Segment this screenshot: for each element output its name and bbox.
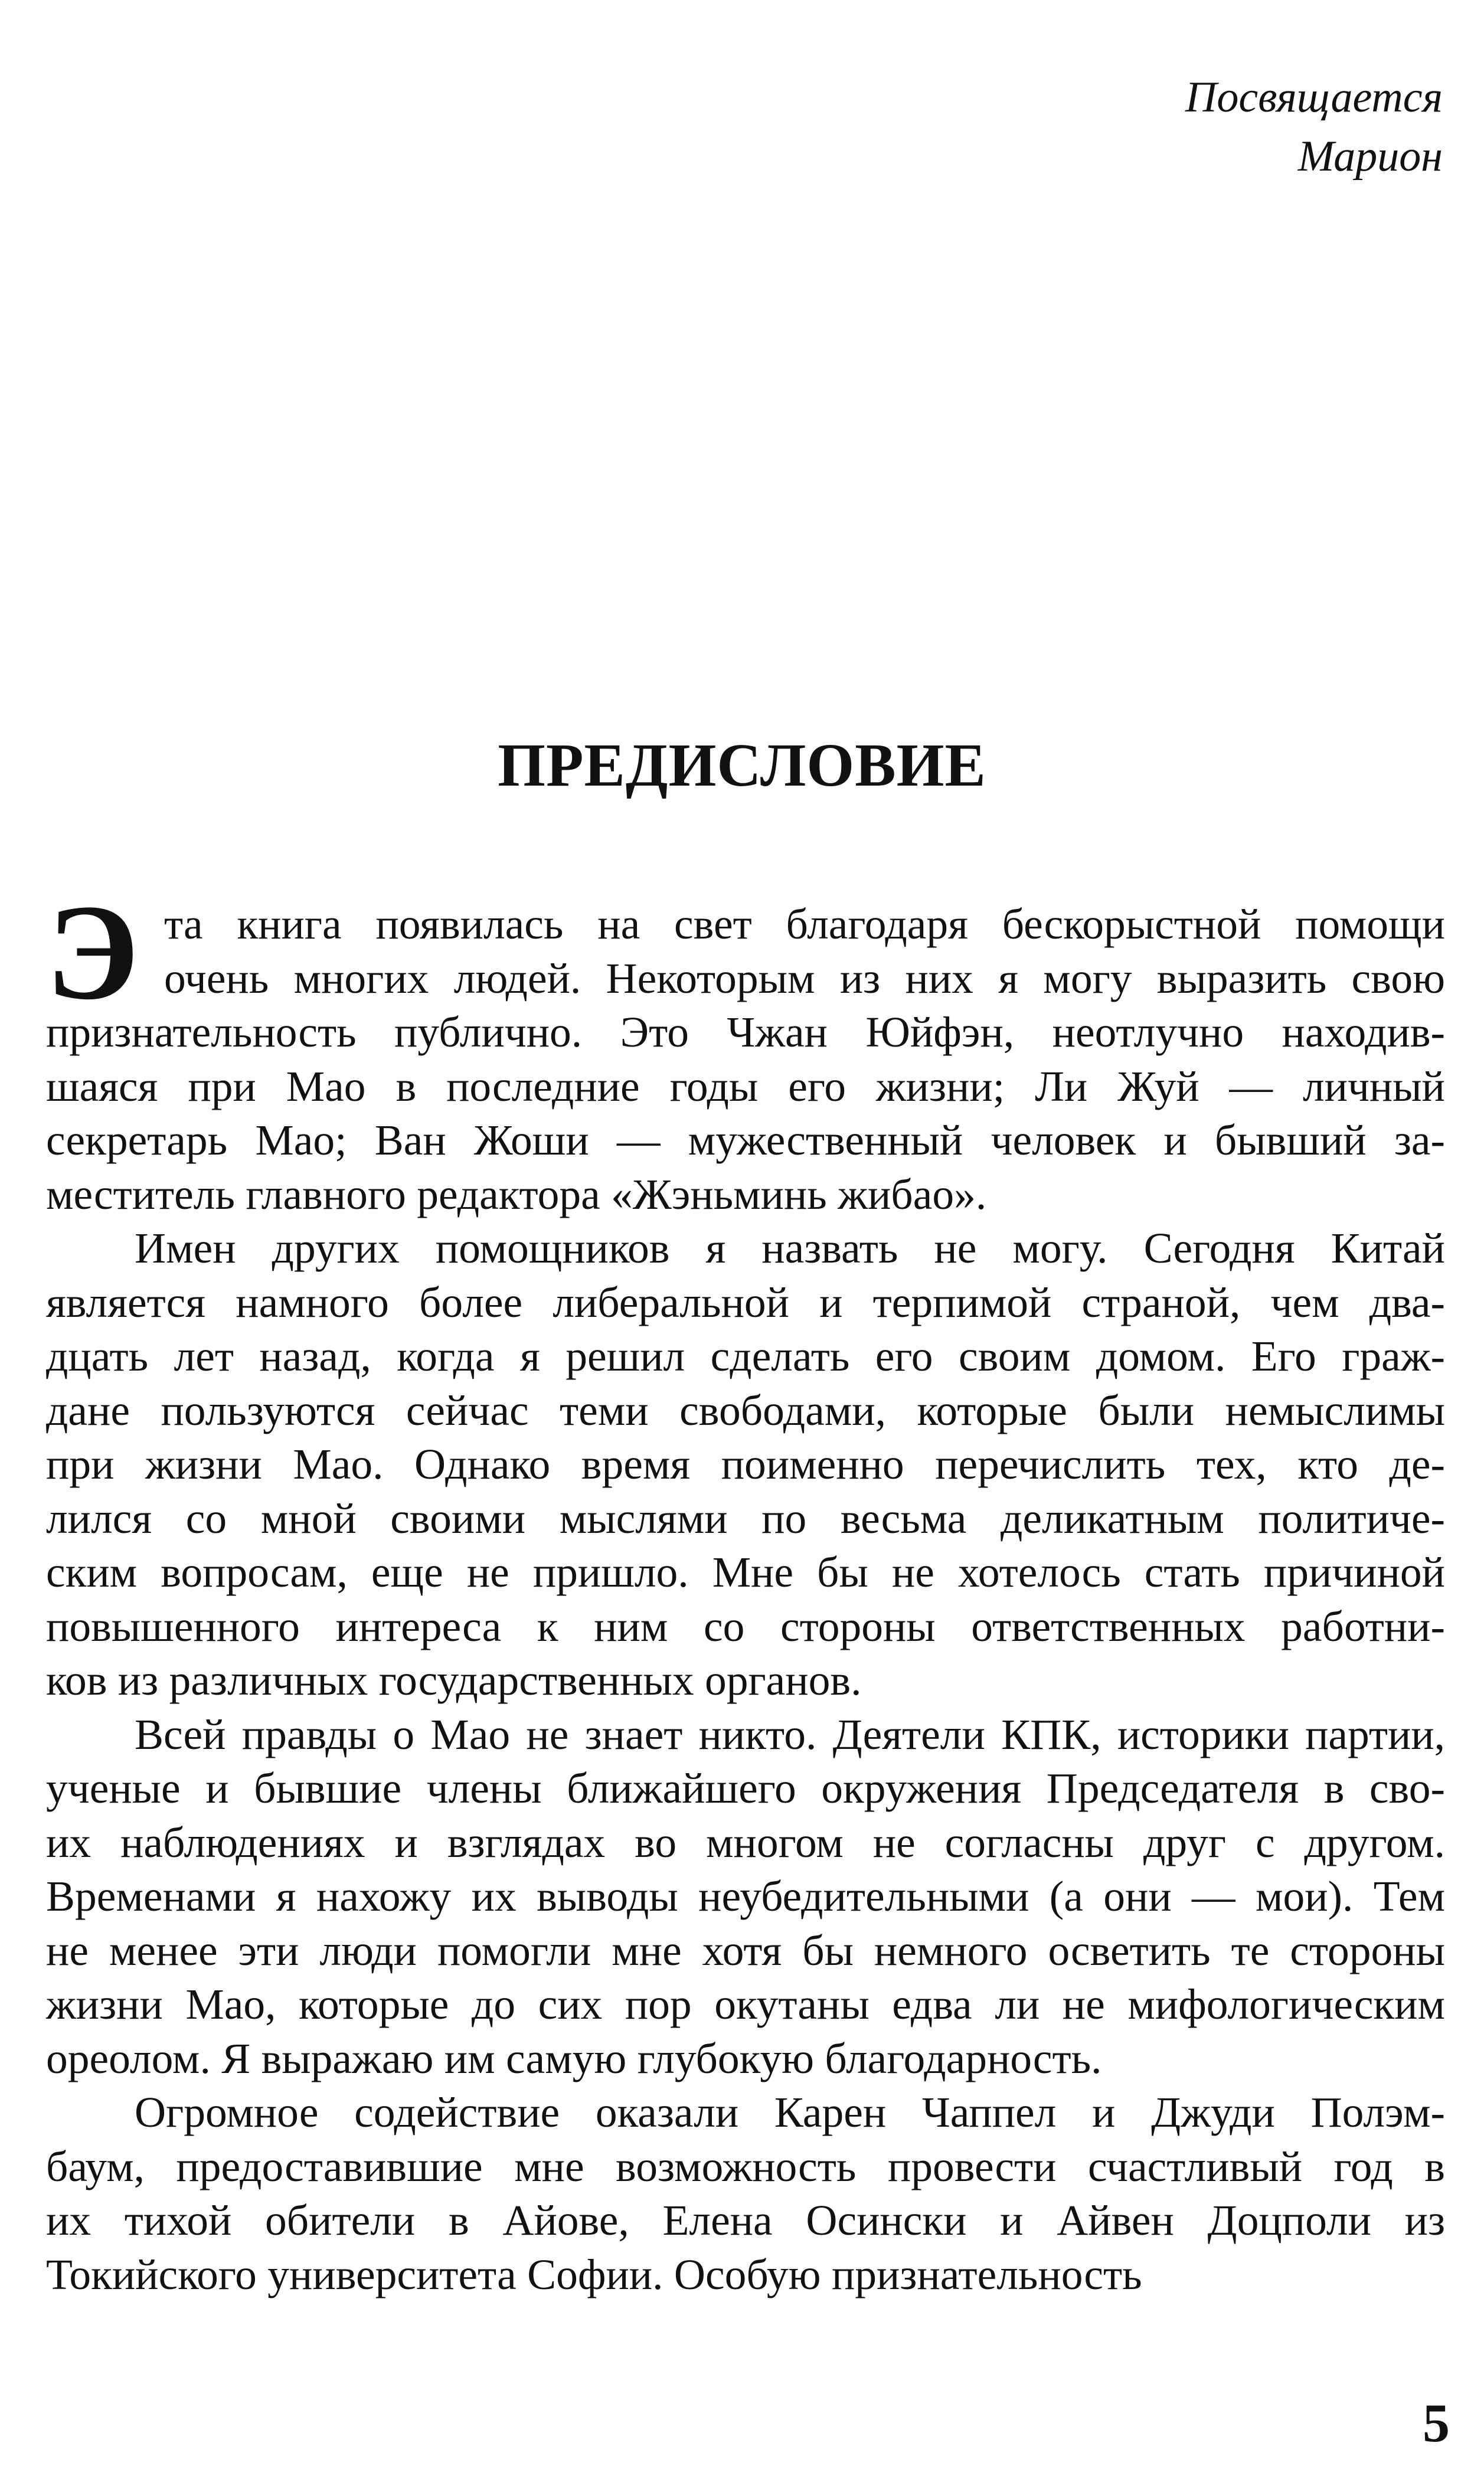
chapter-title: ПРЕДИСЛОВИЕ [498, 731, 986, 799]
text-line: при жизни Мао. Однако время поименно перечислить тех, кто де- [46, 1440, 1445, 1488]
dedication [1185, 68, 1443, 186]
text-line: не менее эти люди помогли мне хотя бы немного осветить те стороны [46, 1926, 1445, 1974]
text-line: их тихой обители в Айове, Елена Осински и Айвен Доцполи из [46, 2196, 1445, 2244]
text-line: баум, предоставившие мне возможность провести счастливый год в [46, 2142, 1445, 2190]
paragraph-4 [46, 2085, 1445, 2301]
text-line: меститель главного редактора «Жэньминь жибао». [46, 1170, 987, 1218]
text-line: ученые и бывшие члены ближайшего окружения Председателя в сво- [46, 1764, 1445, 1812]
text-line: ским вопросам, еще не пришло. Мне бы не хотелось стать причиной [46, 1548, 1445, 1596]
text-line: секретарь Мао; Ван Жоши — мужественный человек и бывший за- [46, 1116, 1445, 1164]
drop-cap: Э [46, 877, 139, 1028]
text-line: дане пользуются сейчас теми свободами, которые были немыслимы [46, 1386, 1445, 1434]
text-line: Токийского университета Софии. Особую признательность [46, 2250, 1142, 2298]
text-line: дцать лет назад, когда я решил сделать его своим домом. Его граж- [46, 1332, 1445, 1380]
text-line: признательность публично. Это Чжан Юйфэн, неотлучно находив- [46, 1008, 1445, 1056]
text-line: ков из различных государственных органов. [46, 1656, 862, 1704]
text-line: Временами я нахожу их выводы неубедительными (а они — мои). Тем [46, 1872, 1445, 1920]
text-line: их наблюдениях и взглядах во многом не согласны друг с другом. [46, 1818, 1445, 1866]
body-text [46, 877, 1445, 2301]
dedication-line-1: Посвящается [1185, 73, 1443, 122]
text-line: жизни Мао, которые до сих пор окутаны едва ли не мифологическим [46, 1980, 1445, 2028]
text-line: Всей правды о Мао не знает никто. Деятели КПК, историки партии, [135, 1710, 1445, 1758]
paragraph-3 [46, 1708, 1445, 2086]
paragraph-1 [46, 877, 1445, 1221]
text-line: повышенного интереса к ним со стороны ответственных работни- [46, 1602, 1445, 1650]
text-line: Имен других помощников я назвать не могу. Сегодня Китай [135, 1224, 1445, 1272]
text-line: шаяся при Мао в последние годы его жизни; Ли Жуй — личный [46, 1062, 1445, 1110]
text-line: ореолом. Я выражаю им самую глубокую благодарность. [46, 2034, 1102, 2082]
text-line: является намного более либеральной и терпимой страной, чем два- [46, 1278, 1445, 1326]
dedication-line-2: Марион [1297, 132, 1443, 181]
page-number: 5 [1423, 2393, 1450, 2453]
paragraph-2 [46, 1221, 1445, 1708]
text-line: лился со мной своими мыслями по весьма деликатным политиче- [46, 1494, 1445, 1542]
text-line: Огромное содействие оказали Карен Чаппел и Джуди Полэм- [135, 2088, 1445, 2136]
text-line: очень многих людей. Некоторым из них я могу выразить свою [164, 954, 1445, 1002]
text-line: та книга появилась на свет благодаря бескорыстной помощи [164, 900, 1445, 948]
